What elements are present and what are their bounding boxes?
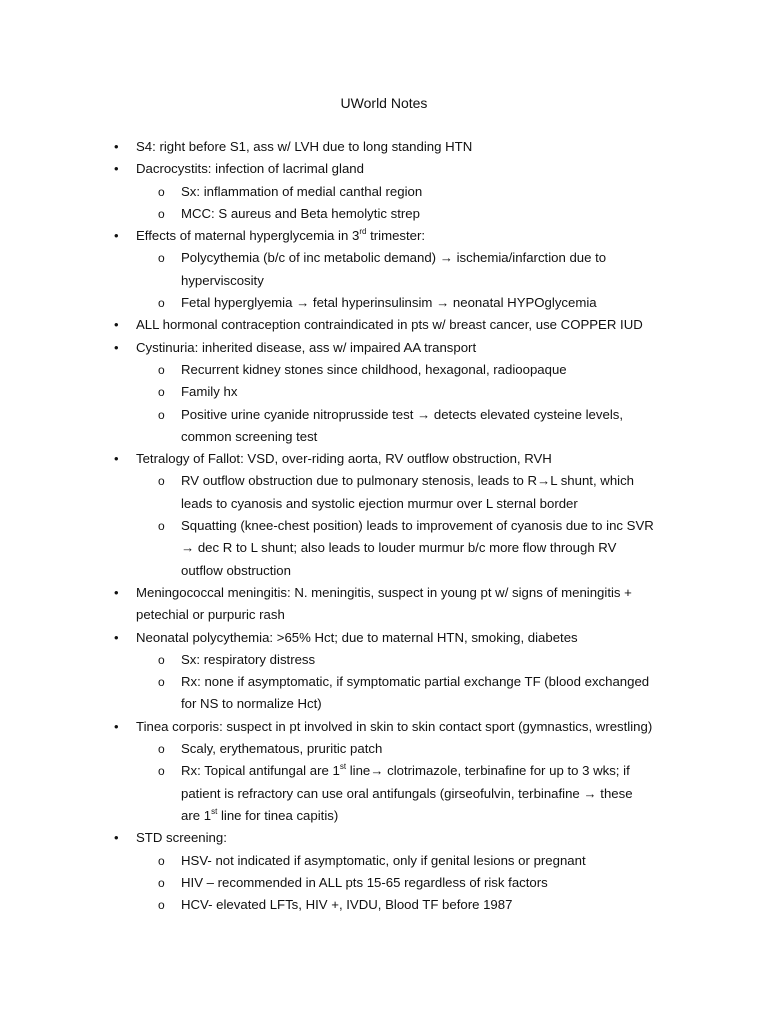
sub-bullet-icon: o — [158, 853, 165, 868]
text-line — [181, 560, 674, 582]
text-run: Cystinuria: inherited disease, ass w/ impaired AA transport — [136, 339, 477, 355]
notes-list — [114, 136, 674, 916]
text-line — [181, 470, 674, 492]
text-line — [181, 181, 674, 203]
text-line — [136, 158, 674, 180]
list-item — [114, 627, 674, 649]
text-run: common screening test — [181, 428, 318, 444]
sub-list-item — [114, 470, 674, 515]
bullet-icon: • — [114, 228, 119, 244]
text-run: HSV- not indicated if asymptomatic, only if genital lesions or pregnant — [181, 852, 586, 868]
sub-bullet-icon: o — [158, 251, 165, 266]
sub-bullet-icon: o — [158, 519, 165, 534]
text-run: petechial or purpuric rash — [136, 607, 285, 623]
document-title: UWorld Notes — [340, 95, 428, 111]
text-line — [181, 247, 674, 269]
text-run: Neonatal polycythemia: >65% Hct; due to maternal HTN, smoking, diabetes — [136, 629, 578, 645]
text-line — [181, 738, 674, 760]
text-line — [181, 381, 674, 403]
text-line — [136, 627, 674, 649]
sub-list-item — [114, 760, 674, 827]
text-line — [181, 359, 674, 381]
text-line — [181, 783, 674, 805]
text-run: Polycythemia (b/c of inc metabolic demand) → ischemia/infarction due to — [181, 250, 607, 266]
text-line — [181, 426, 674, 448]
sub-bullet-icon: o — [158, 385, 165, 400]
text-run: Tetralogy of Fallot: VSD, over-riding aorta, RV outflow obstruction, RVH — [136, 451, 552, 467]
list-item — [114, 582, 674, 627]
text-run: Sx: inflammation of medial canthal region — [181, 183, 423, 199]
text-run: Meningococcal meningitis: N. meningitis, suspect in young pt w/ signs of meningitis + — [136, 584, 632, 600]
text-line — [181, 805, 674, 827]
sub-list-item — [114, 515, 674, 582]
superscript: st — [211, 806, 218, 816]
text-run: Effects of maternal hyperglycemia in 3 — [136, 228, 360, 244]
text-line — [181, 270, 674, 292]
bullet-icon: • — [114, 629, 119, 645]
bullet-icon: • — [114, 718, 119, 734]
bullet-icon: • — [114, 451, 119, 467]
superscript: st — [339, 761, 347, 771]
sub-bullet-icon: o — [158, 675, 165, 690]
text-run: STD screening: — [136, 830, 227, 846]
text-run: hyperviscosity — [181, 272, 264, 288]
bullet-icon: • — [114, 317, 119, 333]
bullet-icon: • — [114, 339, 119, 355]
text-line — [136, 314, 674, 336]
text-line — [181, 292, 674, 314]
sub-bullet-icon: o — [158, 206, 165, 221]
superscript: rd — [359, 226, 367, 236]
bullet-icon: • — [114, 584, 119, 600]
sub-list-item — [114, 738, 674, 760]
text-line — [181, 760, 674, 782]
text-line — [181, 693, 674, 715]
text-run: line for tinea capitis) — [217, 807, 339, 823]
text-run: Fetal hyperglyemia → fetal hyperinsulinsim → neonatal HYPOglycemia — [181, 295, 597, 311]
text-run: HCV- elevated LFTs, HIV +, IVDU, Blood TF before 1987 — [181, 897, 513, 913]
text-line — [136, 827, 674, 849]
text-line — [181, 537, 674, 559]
sub-list-item — [114, 872, 674, 894]
list-item — [114, 716, 674, 738]
text-run: are 1 — [181, 807, 212, 823]
bullet-icon: • — [114, 830, 119, 846]
text-run: → dec R to L shunt; also leads to louder murmur b/c more flow through RV — [181, 540, 617, 556]
text-run: RV outflow obstruction due to pulmonary stenosis, leads to R→L shunt, which — [181, 473, 635, 489]
sub-list-item — [114, 671, 674, 716]
list-item — [114, 158, 674, 180]
text-run: HIV – recommended in ALL pts 15-65 regardless of risk factors — [181, 874, 548, 890]
list-item — [114, 827, 674, 849]
text-run: ALL hormonal contraception contraindicated in pts w/ breast cancer, use COPPER IUD — [136, 317, 643, 333]
sub-bullet-icon: o — [158, 184, 165, 199]
sub-list-item — [114, 181, 674, 203]
text-line — [181, 850, 674, 872]
text-line — [136, 604, 674, 626]
text-line — [136, 716, 674, 738]
text-run: leads to cyanosis and systolic ejection murmur over L sternal border — [181, 495, 578, 511]
sub-list-item — [114, 359, 674, 381]
text-line — [181, 649, 674, 671]
text-line — [181, 872, 674, 894]
text-run: patient is refractory can use oral antifungals (girseofulvin, terbinafine → these — [181, 785, 633, 801]
text-line — [136, 582, 674, 604]
text-line — [181, 404, 674, 426]
sub-bullet-icon: o — [158, 474, 165, 489]
text-run: outflow obstruction — [181, 562, 291, 578]
text-run: Recurrent kidney stones since childhood, hexagonal, radioopaque — [181, 361, 567, 377]
sub-bullet-icon: o — [158, 407, 165, 422]
sub-bullet-icon: o — [158, 362, 165, 377]
sub-bullet-icon: o — [158, 652, 165, 667]
list-item — [114, 136, 674, 158]
sub-list-item — [114, 247, 674, 292]
sub-bullet-icon: o — [158, 898, 165, 913]
text-run: line→ clotrimazole, terbinafine for up to 3 wks; if — [346, 763, 630, 779]
text-run: Rx: none if asymptomatic, if symptomatic partial exchange TF (blood exchanged — [181, 674, 650, 690]
bullet-icon: • — [114, 139, 119, 154]
text-line — [136, 448, 674, 470]
sub-list-item — [114, 292, 674, 314]
text-run: Positive urine cyanide nitroprusside test → detects elevated cysteine levels, — [181, 406, 624, 422]
text-line — [136, 136, 674, 158]
text-run: Sx: respiratory distress — [181, 651, 316, 667]
sub-bullet-icon: o — [158, 764, 165, 779]
text-line — [136, 337, 674, 359]
text-line — [136, 225, 674, 247]
bullet-icon: • — [114, 161, 119, 177]
text-run: trimester: — [366, 228, 426, 244]
text-run: Dacrocystits: infection of lacrimal gland — [136, 161, 364, 177]
sub-list-item — [114, 649, 674, 671]
text-line — [181, 515, 674, 537]
text-run: Family hx — [181, 384, 238, 400]
text-run: for NS to normalize Hct) — [181, 696, 322, 712]
text-line — [181, 493, 674, 515]
sub-bullet-icon: o — [158, 296, 165, 311]
text-run: Rx: Topical antifungal are 1 — [181, 763, 340, 779]
list-item — [114, 337, 674, 359]
list-item — [114, 314, 674, 336]
sub-list-item — [114, 850, 674, 872]
text-run: MCC: S aureus and Beta hemolytic strep — [181, 205, 420, 221]
sub-bullet-icon: o — [158, 742, 165, 757]
sub-list-item — [114, 404, 674, 449]
text-line — [181, 203, 674, 225]
list-item — [114, 225, 674, 247]
list-item — [114, 448, 674, 470]
text-run: Scaly, erythematous, pruritic patch — [181, 741, 383, 757]
sub-list-item — [114, 894, 674, 916]
text-line — [181, 671, 674, 693]
text-run: Squatting (knee-chest position) leads to improvement of cyanosis due to inc SVR — [181, 518, 654, 534]
text-line — [181, 894, 674, 916]
sub-list-item — [114, 203, 674, 225]
text-run: S4: right before S1, ass w/ LVH due to long standing HTN — [136, 139, 473, 154]
sub-list-item — [114, 381, 674, 403]
sub-bullet-icon: o — [158, 875, 165, 890]
text-run: Tinea corporis: suspect in pt involved in skin to skin contact sport (gymnastics, wrestling) — [136, 718, 653, 734]
